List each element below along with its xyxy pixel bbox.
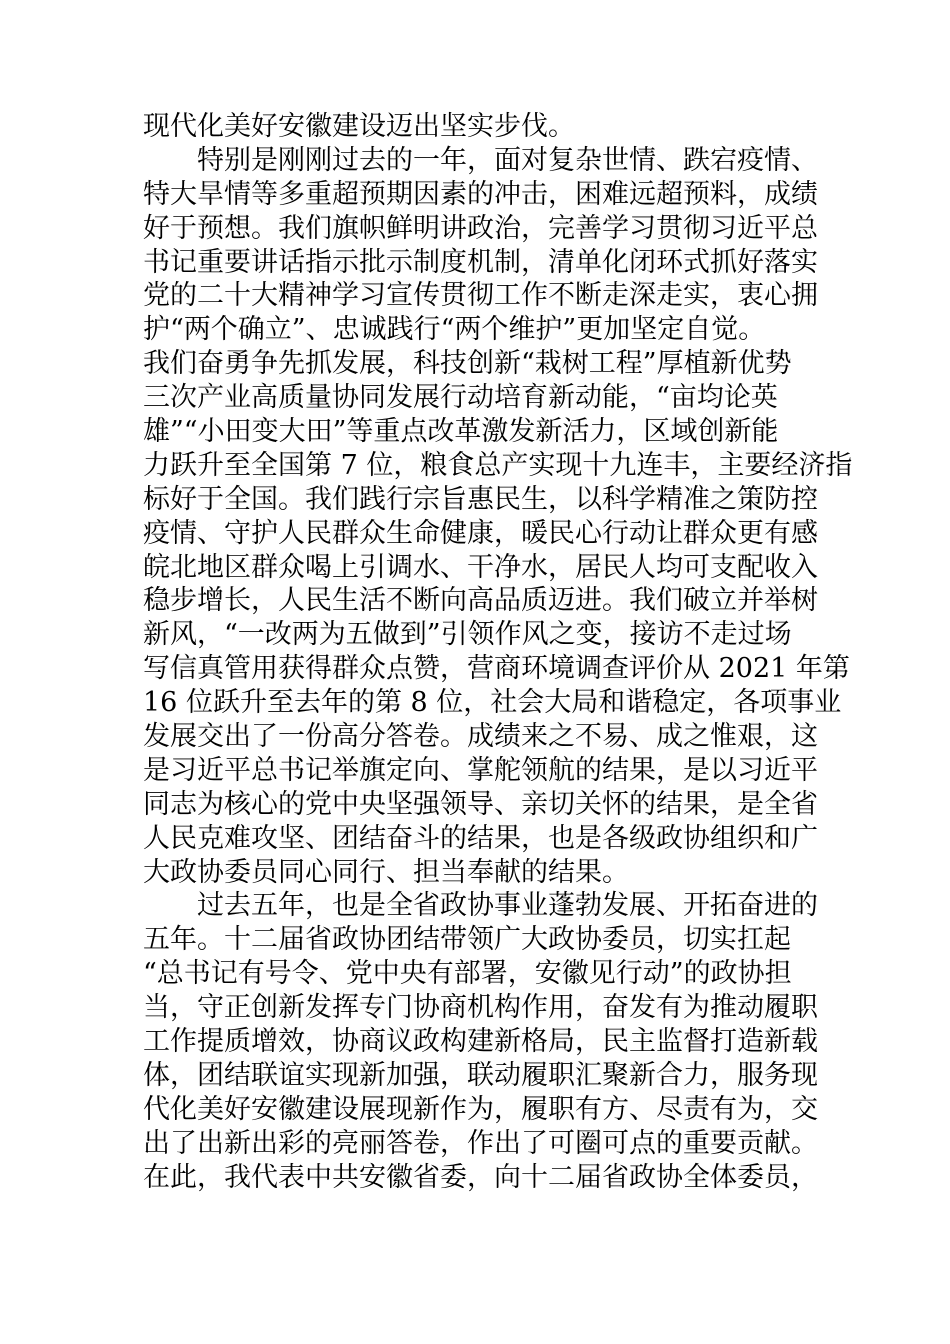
text-line: 力跃升至全国第 7 位，粮食总产实现十九连丰，主要经济指 — [143, 449, 853, 481]
text-line: 出了出新出彩的亮丽答卷，作出了可圈可点的重要贡献。 — [143, 1127, 818, 1159]
text-line: 16 位跃升至去年的第 8 位，社会大局和谐稳定，各项事业 — [143, 687, 842, 719]
text-line: 党的二十大精神学习宣传贯彻工作不断走深走实，衷心拥 — [143, 280, 818, 312]
text-line: 当，守正创新发挥专门协商机构作用，奋发有为推动履职 — [143, 992, 818, 1024]
text-line: 护“两个确立”、忠诚践行“两个维护”更加坚定自觉。 — [143, 314, 766, 346]
text-line: 标好于全国。我们践行宗旨惠民生，以科学精准之策防控 — [143, 483, 818, 515]
text-line: 五年。十二届省政协团结带领广大政协委员，切实扛起 — [143, 924, 791, 956]
text-line: 皖北地区群众喝上引调水、干净水，居民人均可支配收入 — [143, 551, 818, 583]
text-line: 书记重要讲话指示批示制度机制，清单化闭环式抓好落实 — [143, 246, 818, 278]
text-line: 特大旱情等多重超预期因素的冲击，困难远超预料，成绩 — [143, 178, 818, 210]
text-line: 现代化美好安徽建设迈出坚实步伐。 — [143, 111, 575, 142]
text-line: 稳步增长，人民生活不断向高品质迈进。我们破立并举树 — [143, 585, 818, 617]
text-line: 体，团结联谊实现新加强，联动履职汇聚新合力，服务现 — [143, 1059, 818, 1091]
text-line: 发展交出了一份高分答卷。成绩来之不易、成之惟艰，这 — [143, 721, 818, 753]
text-line: 疫情、守护人民群众生命健康，暖民心行动让群众更有感 — [143, 517, 818, 549]
text-line: 大政协委员同心同行、担当奉献的结果。 — [143, 856, 629, 888]
text-line: 新风，“一改两为五做到”引领作风之变，接访不走过场 — [143, 619, 792, 651]
text-line: 工作提质增效，协商议政构建新格局，民主监督打造新载 — [143, 1026, 818, 1058]
text-line: 写信真管用获得群众点赞，营商环境调查评价从 2021 年第 — [143, 653, 850, 685]
text-line: 是习近平总书记举旗定向、掌舵领航的结果，是以习近平 — [143, 754, 818, 786]
paragraph-start-line: 特别是刚刚过去的一年，面对复杂世情、跌宕疫情、 — [143, 144, 818, 176]
body-text — [143, 110, 853, 1195]
text-line: 人民克难攻坚、团结奋斗的结果，也是各级政协组织和广 — [143, 822, 818, 854]
paragraph-start-line: 过去五年，也是全省政协事业蓬勃发展、开拓奋进的 — [143, 890, 818, 922]
text-line: “总书记有号令、党中央有部署，安徽见行动”的政协担 — [143, 958, 792, 990]
text-line: 雄”“小田变大田”等重点改革激发新活力，区域创新能 — [143, 416, 779, 448]
text-line: 同志为核心的党中央坚强领导、亲切关怀的结果，是全省 — [143, 788, 818, 820]
text-line: 我们奋勇争先抓发展，科技创新“栽树工程”厚植新优势 — [143, 348, 792, 380]
text-line: 在此，我代表中共安徽省委，向十二届省政协全体委员， — [143, 1161, 818, 1193]
text-line: 代化美好安徽建设展现新作为，履职有方、尽责有为，交 — [143, 1093, 818, 1125]
text-line: 好于预想。我们旗帜鲜明讲政治，完善学习贯彻习近平总 — [143, 212, 818, 244]
text-line: 三次产业高质量协同发展行动培育新动能，“亩均论英 — [143, 382, 778, 414]
